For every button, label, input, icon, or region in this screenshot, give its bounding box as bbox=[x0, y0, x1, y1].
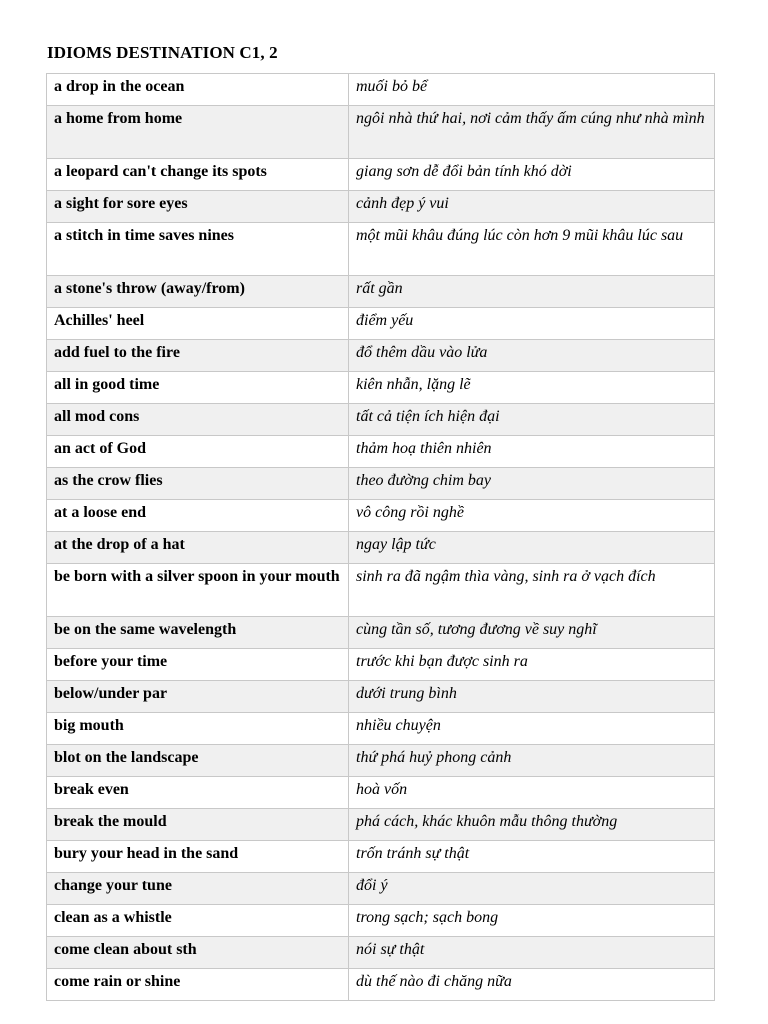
meaning-cell: nhiều chuyện bbox=[349, 713, 715, 745]
meaning-cell: rất gần bbox=[349, 276, 715, 308]
table-row bbox=[47, 713, 715, 745]
table-row bbox=[47, 223, 715, 276]
meaning-cell: hoà vốn bbox=[349, 777, 715, 809]
meaning-cell: phá cách, khác khuôn mẫu thông thường bbox=[349, 809, 715, 841]
idiom-cell: a stone's throw (away/from) bbox=[47, 276, 349, 308]
idiom-cell: a stitch in time saves nines bbox=[47, 223, 349, 276]
meaning-cell: tất cả tiện ích hiện đại bbox=[349, 404, 715, 436]
meaning-cell: thứ phá huỷ phong cảnh bbox=[349, 745, 715, 777]
table-row bbox=[47, 532, 715, 564]
meaning-cell: dưới trung bình bbox=[349, 681, 715, 713]
table-row bbox=[47, 841, 715, 873]
table-row bbox=[47, 809, 715, 841]
idiom-cell: Achilles' heel bbox=[47, 308, 349, 340]
meaning-cell: một mũi khâu đúng lúc còn hơn 9 mũi khâu lúc sau bbox=[349, 223, 715, 276]
idioms-table bbox=[46, 73, 715, 1001]
meaning-cell: đổi ý bbox=[349, 873, 715, 905]
table-row bbox=[47, 937, 715, 969]
idiom-cell: before your time bbox=[47, 649, 349, 681]
meaning-cell: nói sự thật bbox=[349, 937, 715, 969]
idiom-cell: add fuel to the fire bbox=[47, 340, 349, 372]
table-row bbox=[47, 617, 715, 649]
table-row bbox=[47, 969, 715, 1001]
meaning-cell: dù thế nào đi chăng nữa bbox=[349, 969, 715, 1001]
idiom-cell: be born with a silver spoon in your mouth bbox=[47, 564, 349, 617]
idiom-cell: break the mould bbox=[47, 809, 349, 841]
table-row bbox=[47, 276, 715, 308]
meaning-cell: muối bỏ bể bbox=[349, 74, 715, 106]
meaning-cell: ngay lập tức bbox=[349, 532, 715, 564]
table-row bbox=[47, 74, 715, 106]
table-row bbox=[47, 873, 715, 905]
idiom-cell: a leopard can't change its spots bbox=[47, 159, 349, 191]
meaning-cell: theo đường chim bay bbox=[349, 468, 715, 500]
table-row bbox=[47, 905, 715, 937]
table-row bbox=[47, 191, 715, 223]
meaning-cell: trước khi bạn được sinh ra bbox=[349, 649, 715, 681]
table-row bbox=[47, 500, 715, 532]
meaning-cell: giang sơn dễ đổi bản tính khó dời bbox=[349, 159, 715, 191]
idiom-cell: clean as a whistle bbox=[47, 905, 349, 937]
idiom-cell: come rain or shine bbox=[47, 969, 349, 1001]
table-row bbox=[47, 564, 715, 617]
table-row bbox=[47, 649, 715, 681]
table-row bbox=[47, 681, 715, 713]
meaning-cell: trong sạch; sạch bong bbox=[349, 905, 715, 937]
table-row bbox=[47, 468, 715, 500]
idiom-cell: all in good time bbox=[47, 372, 349, 404]
idiom-cell: bury your head in the sand bbox=[47, 841, 349, 873]
idiom-cell: an act of God bbox=[47, 436, 349, 468]
meaning-cell: cảnh đẹp ý vui bbox=[349, 191, 715, 223]
table-row bbox=[47, 106, 715, 159]
idiom-cell: all mod cons bbox=[47, 404, 349, 436]
idiom-cell: as the crow flies bbox=[47, 468, 349, 500]
table-row bbox=[47, 308, 715, 340]
table-row bbox=[47, 777, 715, 809]
meaning-cell: ngôi nhà thứ hai, nơi cảm thấy ấm cúng như nhà mình bbox=[349, 106, 715, 159]
idiom-cell: be on the same wavelength bbox=[47, 617, 349, 649]
idiom-cell: a home from home bbox=[47, 106, 349, 159]
table-row bbox=[47, 436, 715, 468]
table-row bbox=[47, 372, 715, 404]
idiom-cell: blot on the landscape bbox=[47, 745, 349, 777]
meaning-cell: thảm hoạ thiên nhiên bbox=[349, 436, 715, 468]
table-row bbox=[47, 159, 715, 191]
idiom-cell: a sight for sore eyes bbox=[47, 191, 349, 223]
table-row bbox=[47, 404, 715, 436]
meaning-cell: vô công rồi nghề bbox=[349, 500, 715, 532]
meaning-cell: điểm yếu bbox=[349, 308, 715, 340]
meaning-cell: đổ thêm dầu vào lửa bbox=[349, 340, 715, 372]
idiom-cell: below/under par bbox=[47, 681, 349, 713]
idiom-cell: at a loose end bbox=[47, 500, 349, 532]
meaning-cell: kiên nhẫn, lặng lẽ bbox=[349, 372, 715, 404]
meaning-cell: cùng tần số, tương đương về suy nghĩ bbox=[349, 617, 715, 649]
idiom-cell: at the drop of a hat bbox=[47, 532, 349, 564]
page-title: IDIOMS DESTINATION C1, 2 bbox=[47, 43, 278, 62]
idiom-cell: a drop in the ocean bbox=[47, 74, 349, 106]
meaning-cell: sinh ra đã ngậm thìa vàng, sinh ra ở vạch đích bbox=[349, 564, 715, 617]
idiom-cell: change your tune bbox=[47, 873, 349, 905]
meaning-cell: trốn tránh sự thật bbox=[349, 841, 715, 873]
idiom-cell: big mouth bbox=[47, 713, 349, 745]
table-row bbox=[47, 745, 715, 777]
table-row bbox=[47, 340, 715, 372]
idiom-cell: break even bbox=[47, 777, 349, 809]
idiom-cell: come clean about sth bbox=[47, 937, 349, 969]
